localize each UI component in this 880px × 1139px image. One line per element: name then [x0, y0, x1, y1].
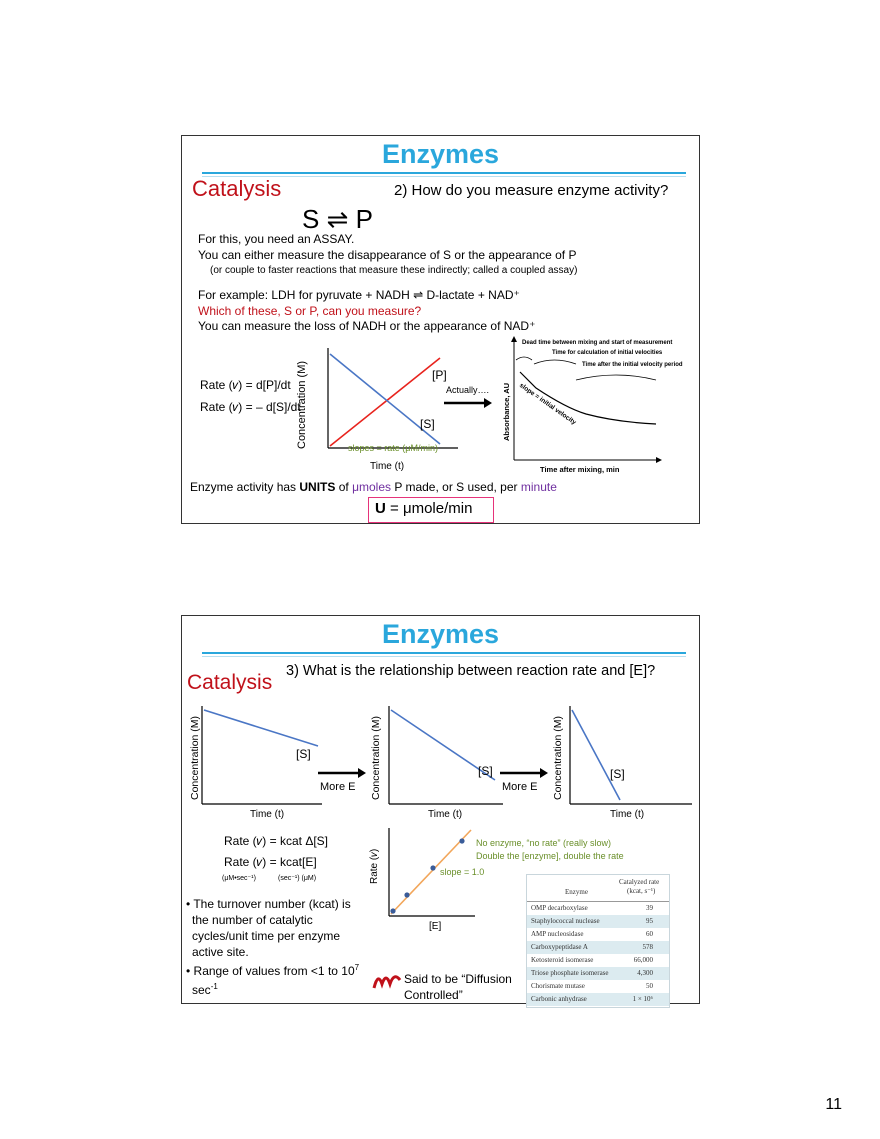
answer-line: You can measure the loss of NADH or the appearance of NAD⁺ — [198, 319, 536, 333]
double-rate-note: Double the [enzyme], double the rate — [476, 851, 624, 861]
arrow-right — [444, 398, 494, 408]
table-header-enzyme: Enzyme — [565, 888, 588, 896]
unit-definition-text: = μmole/min — [385, 500, 473, 517]
absorbance-x-label: Time after mixing, min — [540, 465, 620, 474]
title-divider — [202, 652, 686, 654]
bullet2-line-2 — [186, 979, 359, 998]
unit-definition — [375, 500, 472, 517]
table-cell-enzyme: Staphylococcal nuclease — [531, 917, 600, 925]
question-heading: 3) What is the relationship between reaction rate and [E]? — [286, 663, 656, 679]
graph3-s-label: [S] — [610, 767, 625, 781]
rate-x-label: [E] — [429, 921, 442, 932]
bullet2-text: • Range of values from <1 to 10 — [186, 964, 355, 978]
bullet1-line-3: cycles/unit time per enzyme — [192, 929, 341, 943]
rate-p-equation: Rate (𝑣) = d[P]/dt — [200, 378, 291, 392]
turnover-bullet — [186, 896, 359, 998]
table-cell-rate: 578 — [642, 943, 653, 951]
graph1-y-label: Concentration (M) — [189, 715, 201, 800]
arrow-more-e-1 — [318, 768, 368, 778]
activity-units-line — [190, 480, 557, 494]
slope-initial-velocity-label: slope = initial velocity — [517, 382, 578, 427]
bullet2-exponent: 7 — [354, 963, 360, 972]
table-row — [527, 928, 669, 941]
graph-more-enzyme — [387, 706, 507, 806]
table-header-rate: Catalyzed rate — [619, 878, 660, 886]
table-cell-rate: 66,000 — [633, 956, 653, 964]
units-note-rate: (μM•sec⁻¹) — [222, 875, 256, 882]
diffusion-note-2: Controlled” — [404, 988, 463, 1002]
slide-2 — [181, 615, 700, 1004]
table-cell-enzyme: Triose phosphate isomerase — [531, 969, 609, 977]
rate-point — [404, 892, 409, 897]
rate-point — [390, 908, 395, 913]
table-cell-rate: 95 — [646, 917, 653, 925]
table-cell-enzyme: Ketosteroid isomerase — [531, 956, 594, 964]
graph2-s-label: [S] — [478, 764, 493, 778]
graph-x-label: Time (t) — [370, 461, 405, 472]
table-row — [527, 993, 669, 1006]
table-row — [527, 980, 669, 993]
bullet2-line-1 — [186, 960, 359, 979]
table-cell-rate: 1 × 10⁶ — [632, 995, 653, 1003]
dead-time-note: Dead time between mixing and start of measurement — [522, 340, 673, 346]
arrow-more-e-2 — [500, 768, 550, 778]
table-cell-rate: 50 — [646, 982, 653, 990]
rate-point — [459, 838, 464, 843]
page-number: 11 — [825, 1096, 842, 1113]
graph3-x-label: Time (t) — [610, 809, 645, 820]
table-row — [527, 941, 669, 954]
diffusion-note-1: Said to be “Diffusion — [404, 972, 512, 986]
slopes-note: slopes = rate (μM/min) — [348, 443, 438, 453]
s-curve-label: [S] — [420, 417, 435, 431]
rate-kcat-e: Rate (𝑣) = kcat[E] — [224, 855, 317, 869]
title-divider-shadow — [202, 656, 686, 657]
graph-most-enzyme — [568, 706, 698, 806]
topic-label: Catalysis — [192, 176, 282, 201]
table-row — [527, 915, 669, 928]
table-cell-rate: 60 — [646, 930, 653, 938]
table-row — [527, 902, 669, 915]
bullet2-text-2: sec — [192, 983, 211, 997]
table-cell-rate: 4,300 — [637, 969, 653, 977]
actually-label: Actually…. — [446, 385, 490, 395]
coupled-assay-line: (or couple to faster reactions that measure these indirectly; called a coupled assay) — [210, 265, 578, 276]
slide-1 — [181, 135, 700, 524]
activity-minute: minute — [520, 480, 557, 494]
table-row — [527, 967, 669, 980]
table-header-kcat: (kcat, s⁻¹) — [627, 887, 656, 895]
table-cell-enzyme: Carbonic anhydrase — [531, 995, 587, 1003]
p-curve-label: [P] — [432, 368, 447, 382]
concentration-time-graph — [322, 348, 462, 458]
table-cell-enzyme: Chorismate mutase — [531, 982, 585, 990]
which-question-line: Which of these, S or P, can you measure? — [198, 304, 422, 318]
catalyzed-rate-table — [526, 874, 670, 1008]
activity-text-3: P made, or S used, per — [391, 480, 521, 494]
rate-y-label: Rate (𝑣) — [369, 848, 380, 884]
units-note-kcat-e: (sec⁻¹) (μM) — [278, 875, 317, 882]
question-heading: 2) How do you measure enzyme activity? — [394, 182, 669, 199]
slide-title: Enzymes — [381, 139, 500, 169]
graph2-y-label: Concentration (M) — [370, 715, 382, 800]
bullet1-line-2: the number of catalytic — [192, 913, 313, 927]
table-cell-rate: 39 — [646, 904, 653, 912]
slide-title: Enzymes — [381, 619, 500, 649]
bullet1-line-1: • The turnover number (kcat) is — [186, 897, 351, 911]
after-period-note: Time after the initial velocity period — [582, 362, 683, 368]
initial-velocity-time-note: Time for calculation of initial velocities — [552, 350, 663, 356]
example-line: For example: LDH for pyruvate + NADH ⇌ D-lactate + NAD⁺ — [198, 288, 520, 302]
table-cell-enzyme: OMP decarboxylase — [531, 904, 588, 912]
more-e-label-1: More E — [320, 781, 356, 793]
squiggle-arrow-icon — [372, 970, 402, 990]
slope-note: slope = 1.0 — [440, 867, 485, 877]
graph3-y-label: Concentration (M) — [552, 715, 564, 800]
no-enzyme-note: No enzyme, “no rate” (really slow) — [476, 838, 612, 848]
table-row — [527, 954, 669, 967]
graph-y-label: Concentration (M) — [296, 360, 308, 449]
more-e-label-2: More E — [502, 781, 538, 793]
graph1-s-label: [S] — [296, 747, 311, 761]
s-curve-slow — [204, 710, 318, 746]
bullet2-exponent-2: -1 — [210, 982, 218, 991]
topic-label: Catalysis — [187, 671, 273, 694]
p-curve — [330, 358, 440, 446]
table-cell-enzyme: Carboxypeptidase A — [531, 943, 588, 951]
measure-line: You can either measure the disappearance of S or the appearance of P — [198, 248, 577, 262]
s-curve-fast — [572, 710, 620, 800]
activity-text-2: of — [335, 480, 353, 494]
activity-umoles: μmoles — [352, 480, 391, 494]
rate-s-equation: Rate (𝑣) = – d[S]/dt — [200, 400, 301, 414]
table-header — [527, 875, 669, 902]
absorbance-y-label: Absorbance, AU — [502, 382, 511, 441]
assay-line: For this, you need an ASSAY. — [198, 232, 355, 246]
rate-kcat-delta-s: Rate (𝑣) = kcat Δ[S] — [224, 834, 329, 848]
reaction-equation: S ⇌ P — [302, 204, 373, 234]
bullet1-line-4: active site. — [192, 945, 249, 959]
rate-point — [430, 865, 435, 870]
activity-units-bold: UNITS — [299, 480, 336, 494]
unit-symbol: U — [375, 500, 386, 517]
table-cell-enzyme: AMP nucleosidase — [531, 930, 584, 938]
title-divider — [202, 172, 686, 174]
graph2-x-label: Time (t) — [428, 809, 463, 820]
graph1-x-label: Time (t) — [250, 809, 285, 820]
activity-text-1: Enzyme activity has — [190, 480, 300, 494]
